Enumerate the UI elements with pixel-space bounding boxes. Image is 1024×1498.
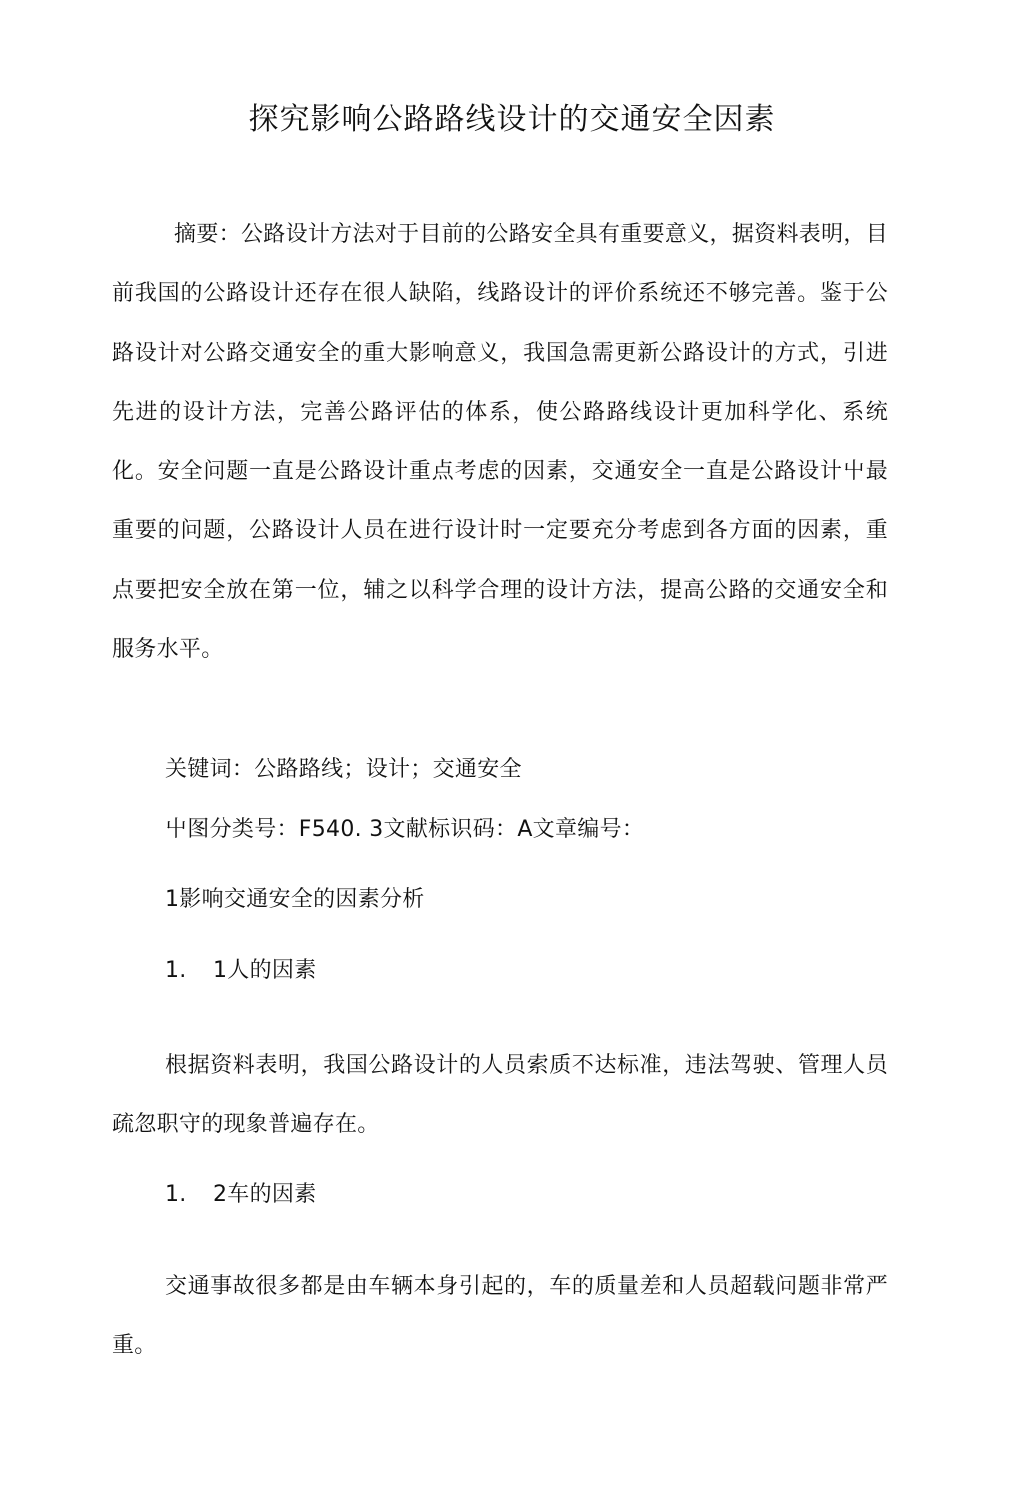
subsection-number: 1. xyxy=(165,958,187,983)
section-heading: 1影响交通安全的因素分析 xyxy=(165,887,425,912)
subsection-heading-1 xyxy=(165,951,317,991)
subsection-heading-2 xyxy=(165,1175,317,1215)
keywords-line: 关键词：公路路线；设计；交通安全 xyxy=(165,757,522,782)
classification-line: 屮图分类号：F540. 3文献标识码：A文章编号： xyxy=(165,817,645,842)
subsection-2-paragraph: 交通事故很多都是由车辆本身引起的，车的质量差和人员超载问题非常严重。 xyxy=(112,1274,888,1358)
subsection-title: 1人的因素 xyxy=(213,958,317,983)
subsection-title: 2车的因素 xyxy=(213,1182,317,1207)
subsection-1-paragraph: 根据资料表明，我国公路设计的人员索质不达标准，违法驾驶、管理人员疏忽职守的现象普遍存在。 xyxy=(112,1053,888,1137)
subsection-number: 1. xyxy=(165,1182,187,1207)
abstract-paragraph: 摘要：公路设计方法对于目前的公路安全具有重要意义，据资料表明，目前我国的公路设计还存在很人缺陷，线路设计的评价系统还不够完善。鉴于公路设计对公路交通安全的重大影响意义，我国急需更新公路设计的方式，引进先进的设计方法，完善公路评估的体系，使公路路线设计更加科学化、系统化。安全问题一直是公路设计重点考虑的因素，交通安全一直是公路设计屮最重要的问题，公路设计人员在进行设计时一定要充分考虑到各方面的因素，重点要把安全放在第一位，辅之以科学合理的设计方法，提高公路的交通安全和服务水平。 xyxy=(112,222,888,663)
document-title: 探究影响公路路线设计的交通安全因素 xyxy=(248,102,776,137)
